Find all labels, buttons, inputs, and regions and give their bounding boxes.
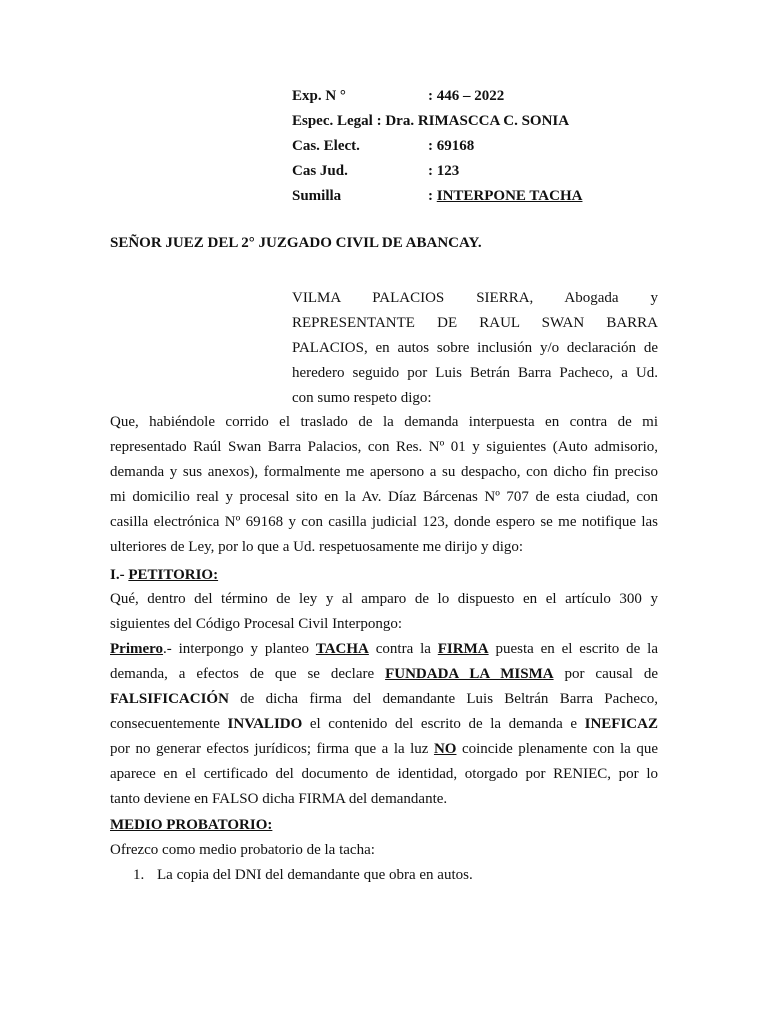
paragraph-line xyxy=(110,737,658,762)
text-run: coincide plenamente con la que xyxy=(456,741,658,757)
invalido-term: INVALIDO xyxy=(227,716,303,732)
no-term: NO xyxy=(433,741,457,757)
paragraph-line xyxy=(110,662,658,687)
medio-probatorio-intro: Ofrezco como medio probatorio de la tacha: xyxy=(110,842,375,858)
sumilla-colon: : xyxy=(428,188,437,204)
header-cas-elect-row xyxy=(292,136,652,161)
text-run: consecuentemente xyxy=(110,716,228,732)
text-run: de dicha firma del demandante Luis Beltrán Barra Pacheco, xyxy=(228,691,658,707)
text-run: .- interpongo y planteo xyxy=(163,641,316,657)
paragraph-line: Qué, dentro del término de ley y al amparo de lo dispuesto en el artículo 300 y xyxy=(110,591,658,607)
text-run: por causal de xyxy=(553,666,658,682)
paragraph-line xyxy=(110,637,658,662)
paragraph-line: representado Raúl Swan Barra Palacios, con Res. Nº 01 y siguientes (Auto admisorio, xyxy=(110,439,658,455)
intro-paragraph xyxy=(292,286,658,411)
header-espec-row xyxy=(292,111,652,136)
petitorio-prefix: I.- xyxy=(110,567,129,583)
list-item-text: La copia del DNI del demandante que obra en autos. xyxy=(157,867,473,883)
exp-value: : 446 – 2022 xyxy=(428,88,505,104)
header-sumilla-row xyxy=(292,186,652,211)
paragraph-line: aparece en el certificado del documento de identidad, otorgado por RENIEC, por lo xyxy=(110,766,658,782)
paragraph-line: mi domicilio real y procesal sito en la Av. Díaz Bárcenas Nº 707 de esta ciudad, con xyxy=(110,489,658,505)
text-run: puesta en el escrito de la xyxy=(488,641,658,657)
ineficaz-term: INEFICAZ xyxy=(584,716,658,732)
addressee: SEÑOR JUEZ DEL 2° JUZGADO CIVIL DE ABANCAY. xyxy=(110,235,482,251)
espec-value: : Dra. RIMASCCA C. SONIA xyxy=(372,113,570,129)
paragraph-line: tanto deviene en FALSO dicha FIRMA del demandante. xyxy=(110,791,448,807)
text-run: por no generar efectos jurídicos; firma que a la luz xyxy=(110,741,434,757)
intro-line: con sumo respeto digo: xyxy=(292,390,432,406)
espec-label: Espec. Legal xyxy=(292,113,373,129)
header-cas-jud-row xyxy=(292,161,652,186)
intro-line: PALACIOS, en autos sobre inclusión y/o declaración de xyxy=(292,340,658,356)
paragraph-line: ulteriores de Ley, por lo que a Ud. respetuosamente me dirijo y digo: xyxy=(110,539,524,555)
primero-label: Primero xyxy=(110,641,164,657)
paragraph-line: demanda y sus anexos), formalmente me apersono a su despacho, con dicho fin preciso xyxy=(110,464,658,480)
list-item xyxy=(133,865,473,885)
paragraph-line: casilla electrónica Nº 69168 y con casilla judicial 123, donde espero se me notifique las xyxy=(110,514,658,530)
sumilla-value-wrap xyxy=(428,186,582,206)
cas-elect-label: Cas. Elect. xyxy=(292,138,360,154)
intro-line: VILMA PALACIOS SIERRA, Abogada y xyxy=(292,290,658,306)
firma-term: FIRMA xyxy=(437,641,489,657)
paragraph-que xyxy=(110,410,658,560)
exp-label: Exp. N ° xyxy=(292,88,346,104)
paragraph-primero xyxy=(110,637,658,812)
medio-probatorio-heading: MEDIO PROBATORIO: xyxy=(110,817,273,833)
text-run: demanda, a efectos de que se declare xyxy=(110,666,386,682)
cas-jud-label: Cas Jud. xyxy=(292,163,348,179)
fundada-term: FUNDADA LA MISMA xyxy=(385,666,554,682)
text-run: contra la xyxy=(368,641,438,657)
text-run: el contenido del escrito de la demanda e xyxy=(302,716,585,732)
paragraph-line: Que, habiéndole corrido el traslado de la demanda interpuesta en contra de mi xyxy=(110,414,658,430)
tacha-term: TACHA xyxy=(315,641,369,657)
paragraph-interpongo xyxy=(110,587,658,637)
paragraph-line xyxy=(110,712,658,737)
intro-line: REPRESENTANTE DE RAUL SWAN BARRA xyxy=(292,315,658,331)
intro-line: heredero seguido por Luis Betrán Barra Pacheco, a Ud. xyxy=(292,365,658,381)
cas-elect-value: : 69168 xyxy=(428,138,475,154)
petitorio-title: PETITORIO: xyxy=(128,567,219,583)
falsificacion-term: FALSIFICACIÓN xyxy=(110,691,229,707)
list-item-number: 1. xyxy=(133,867,145,883)
case-header xyxy=(292,86,652,211)
paragraph-line xyxy=(110,687,658,712)
sumilla-value: INTERPONE TACHA xyxy=(436,188,583,204)
header-exp-row xyxy=(292,86,652,111)
petitorio-heading xyxy=(110,565,218,585)
sumilla-label: Sumilla xyxy=(292,188,342,204)
cas-jud-value: : 123 xyxy=(428,163,460,179)
paragraph-line: siguientes del Código Procesal Civil Interpongo: xyxy=(110,616,403,632)
